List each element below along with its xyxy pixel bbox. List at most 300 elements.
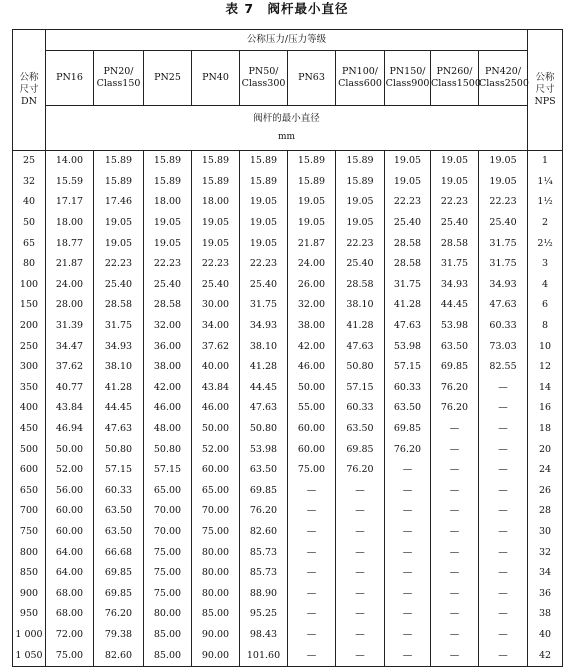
diameter-cell: — bbox=[479, 460, 528, 481]
diameter-cell: 22.23 bbox=[144, 254, 192, 275]
table-row bbox=[13, 439, 563, 460]
diameter-cell: 80.00 bbox=[192, 583, 240, 604]
nps-cell: 16 bbox=[528, 398, 563, 419]
diameter-cell: 28.58 bbox=[385, 233, 431, 254]
table-row bbox=[13, 295, 563, 316]
diameter-cell: 31.75 bbox=[385, 275, 431, 296]
diameter-cell: 65.00 bbox=[192, 481, 240, 502]
diameter-cell: 17.17 bbox=[46, 192, 94, 213]
diameter-cell: 15.59 bbox=[46, 172, 94, 193]
diameter-cell: — bbox=[479, 604, 528, 625]
diameter-cell: 18.00 bbox=[46, 213, 94, 234]
dn-cell: 40 bbox=[13, 192, 46, 213]
dn-cell: 65 bbox=[13, 233, 46, 254]
pressure-class-header: PN40 bbox=[192, 51, 240, 106]
diameter-cell: 34.00 bbox=[192, 316, 240, 337]
diameter-cell: — bbox=[431, 563, 479, 584]
diameter-cell: 85.73 bbox=[240, 563, 288, 584]
dn-cell: 750 bbox=[13, 522, 46, 543]
nps-cell: 8 bbox=[528, 316, 563, 337]
diameter-cell: — bbox=[336, 604, 385, 625]
diameter-cell: 15.89 bbox=[192, 172, 240, 193]
nps-cell: 14 bbox=[528, 378, 563, 399]
dn-cell: 900 bbox=[13, 583, 46, 604]
nps-cell: 10 bbox=[528, 336, 563, 357]
diameter-cell: 22.23 bbox=[240, 254, 288, 275]
diameter-cell: 15.89 bbox=[336, 172, 385, 193]
diameter-cell: — bbox=[288, 481, 336, 502]
diameter-cell: — bbox=[336, 563, 385, 584]
diameter-cell: 75.00 bbox=[144, 542, 192, 563]
diameter-cell: 65.00 bbox=[144, 481, 192, 502]
diameter-cell: 22.23 bbox=[385, 192, 431, 213]
diameter-cell: 43.84 bbox=[192, 378, 240, 399]
diameter-cell: 60.33 bbox=[479, 316, 528, 337]
diameter-cell: 47.63 bbox=[336, 336, 385, 357]
diameter-cell: 25.40 bbox=[479, 213, 528, 234]
diameter-cell: — bbox=[336, 481, 385, 502]
diameter-cell: 60.33 bbox=[385, 378, 431, 399]
diameter-cell: 19.05 bbox=[240, 233, 288, 254]
nps-cell: 28 bbox=[528, 501, 563, 522]
diameter-cell: 46.94 bbox=[46, 419, 94, 440]
diameter-cell: 38.10 bbox=[94, 357, 144, 378]
unit-label: mm bbox=[277, 132, 296, 142]
diameter-cell: 15.89 bbox=[94, 151, 144, 172]
table-body bbox=[13, 151, 563, 667]
nps-cell: 24 bbox=[528, 460, 563, 481]
diameter-cell: 70.00 bbox=[192, 501, 240, 522]
pressure-class-header: PN20/ Class150 bbox=[94, 51, 144, 106]
diameter-cell: 31.75 bbox=[94, 316, 144, 337]
diameter-cell: 38.10 bbox=[240, 336, 288, 357]
diameter-cell: 28.58 bbox=[94, 295, 144, 316]
diameter-cell: — bbox=[431, 583, 479, 604]
pressure-group-header: 公称压力/压力等级 bbox=[46, 30, 528, 51]
dn-cell: 500 bbox=[13, 439, 46, 460]
diameter-cell: 64.00 bbox=[46, 542, 94, 563]
diameter-cell: 88.90 bbox=[240, 583, 288, 604]
diameter-cell: — bbox=[431, 501, 479, 522]
nps-header bbox=[528, 30, 563, 151]
diameter-cell: 85.00 bbox=[144, 625, 192, 646]
diameter-cell: 15.89 bbox=[144, 172, 192, 193]
diameter-cell: 41.28 bbox=[240, 357, 288, 378]
diameter-cell: 50.80 bbox=[336, 357, 385, 378]
diameter-cell: 31.75 bbox=[479, 233, 528, 254]
diameter-cell: 63.50 bbox=[385, 398, 431, 419]
diameter-cell: — bbox=[479, 501, 528, 522]
diameter-cell: 19.05 bbox=[240, 192, 288, 213]
dn-cell: 850 bbox=[13, 563, 46, 584]
diameter-cell: — bbox=[431, 460, 479, 481]
diameter-cell: 52.00 bbox=[46, 460, 94, 481]
diameter-cell: 28.58 bbox=[336, 275, 385, 296]
diameter-cell: 24.00 bbox=[46, 275, 94, 296]
diameter-cell: — bbox=[336, 542, 385, 563]
diameter-cell: 15.89 bbox=[288, 151, 336, 172]
diameter-cell: — bbox=[431, 522, 479, 543]
diameter-cell: 43.84 bbox=[46, 398, 94, 419]
diameter-cell: 25.40 bbox=[385, 213, 431, 234]
diameter-cell: 69.85 bbox=[240, 481, 288, 502]
diameter-cell: 80.00 bbox=[192, 563, 240, 584]
diameter-cell: 21.87 bbox=[288, 233, 336, 254]
diameter-cell: 63.50 bbox=[240, 460, 288, 481]
diameter-cell: 22.23 bbox=[192, 254, 240, 275]
diameter-cell: — bbox=[385, 645, 431, 666]
diameter-cell: — bbox=[336, 625, 385, 646]
diameter-cell: — bbox=[479, 439, 528, 460]
nps-cell: 42 bbox=[528, 645, 563, 666]
dn-cell: 600 bbox=[13, 460, 46, 481]
diameter-cell: 19.05 bbox=[144, 233, 192, 254]
dn-cell: 950 bbox=[13, 604, 46, 625]
diameter-cell: 25.40 bbox=[94, 275, 144, 296]
table-row bbox=[13, 604, 563, 625]
table-title: 表 7 阀杆最小直径 bbox=[225, 1, 349, 16]
nps-cell: 38 bbox=[528, 604, 563, 625]
dn-cell: 350 bbox=[13, 378, 46, 399]
diameter-cell: 50.80 bbox=[240, 419, 288, 440]
diameter-cell: 37.62 bbox=[46, 357, 94, 378]
diameter-cell: 66.68 bbox=[94, 542, 144, 563]
diameter-cell: 50.00 bbox=[192, 419, 240, 440]
diameter-cell: 68.00 bbox=[46, 604, 94, 625]
diameter-cell: 41.28 bbox=[336, 316, 385, 337]
diameter-cell: 57.15 bbox=[144, 460, 192, 481]
diameter-cell: 21.87 bbox=[46, 254, 94, 275]
diameter-cell: 15.89 bbox=[240, 172, 288, 193]
diameter-cell: — bbox=[385, 522, 431, 543]
pressure-class-header: PN16 bbox=[46, 51, 94, 106]
diameter-cell: — bbox=[288, 583, 336, 604]
sub-caption: 阀杆的最小直径 bbox=[253, 113, 320, 124]
diameter-cell: 19.05 bbox=[385, 172, 431, 193]
diameter-cell: 68.00 bbox=[46, 583, 94, 604]
diameter-cell: 85.00 bbox=[192, 604, 240, 625]
dn-cell: 1 000 bbox=[13, 625, 46, 646]
table-row bbox=[13, 378, 563, 399]
dn-cell: 300 bbox=[13, 357, 46, 378]
diameter-cell: 31.75 bbox=[431, 254, 479, 275]
diameter-cell: 19.05 bbox=[479, 151, 528, 172]
diameter-cell: 19.05 bbox=[431, 172, 479, 193]
diameter-cell: 98.43 bbox=[240, 625, 288, 646]
diameter-cell: 101.60 bbox=[240, 645, 288, 666]
diameter-cell: 60.00 bbox=[192, 460, 240, 481]
diameter-cell: 38.10 bbox=[336, 295, 385, 316]
diameter-cell: 19.05 bbox=[431, 151, 479, 172]
pressure-class-header: PN150/ Class900 bbox=[385, 51, 431, 106]
diameter-cell: 19.05 bbox=[94, 213, 144, 234]
diameter-cell: — bbox=[336, 583, 385, 604]
diameter-cell: 75.00 bbox=[144, 583, 192, 604]
diameter-cell: 40.77 bbox=[46, 378, 94, 399]
diameter-cell: — bbox=[385, 563, 431, 584]
diameter-cell: 63.50 bbox=[94, 522, 144, 543]
nps-cell: 1½ bbox=[528, 192, 563, 213]
diameter-cell: 63.50 bbox=[94, 501, 144, 522]
diameter-cell: 15.89 bbox=[288, 172, 336, 193]
table-row bbox=[13, 583, 563, 604]
diameter-cell: 75.00 bbox=[46, 645, 94, 666]
diameter-cell: — bbox=[431, 439, 479, 460]
diameter-cell: — bbox=[288, 604, 336, 625]
diameter-cell: 18.00 bbox=[144, 192, 192, 213]
diameter-cell: 60.00 bbox=[288, 439, 336, 460]
dn-cell: 400 bbox=[13, 398, 46, 419]
diameter-cell: 85.73 bbox=[240, 542, 288, 563]
diameter-cell: 57.15 bbox=[336, 378, 385, 399]
diameter-cell: 18.77 bbox=[46, 233, 94, 254]
table-row bbox=[13, 151, 563, 172]
diameter-cell: 25.40 bbox=[336, 254, 385, 275]
diameter-cell: 80.00 bbox=[144, 604, 192, 625]
diameter-cell: 15.89 bbox=[336, 151, 385, 172]
diameter-cell: — bbox=[479, 398, 528, 419]
diameter-cell: 19.05 bbox=[479, 172, 528, 193]
diameter-cell: 28.58 bbox=[385, 254, 431, 275]
diameter-cell: — bbox=[336, 522, 385, 543]
diameter-cell: 26.00 bbox=[288, 275, 336, 296]
diameter-cell: — bbox=[336, 501, 385, 522]
diameter-cell: 63.50 bbox=[336, 419, 385, 440]
diameter-cell: — bbox=[336, 645, 385, 666]
pressure-class-header: PN50/ Class300 bbox=[240, 51, 288, 106]
diameter-cell: 50.80 bbox=[94, 439, 144, 460]
diameter-cell: 69.85 bbox=[336, 439, 385, 460]
diameter-cell: — bbox=[431, 419, 479, 440]
nps-cell: 12 bbox=[528, 357, 563, 378]
diameter-cell: — bbox=[479, 378, 528, 399]
diameter-cell: 14.00 bbox=[46, 151, 94, 172]
diameter-cell: 31.39 bbox=[46, 316, 94, 337]
diameter-cell: — bbox=[385, 583, 431, 604]
diameter-cell: 47.63 bbox=[240, 398, 288, 419]
diameter-cell: 69.85 bbox=[94, 563, 144, 584]
pressure-class-row bbox=[13, 51, 563, 106]
diameter-cell: — bbox=[288, 563, 336, 584]
nps-cell: 1 bbox=[528, 151, 563, 172]
diameter-cell: 70.00 bbox=[144, 501, 192, 522]
diameter-cell: 19.05 bbox=[192, 213, 240, 234]
diameter-cell: — bbox=[385, 625, 431, 646]
diameter-cell: 47.63 bbox=[94, 419, 144, 440]
diameter-cell: 60.00 bbox=[46, 501, 94, 522]
diameter-cell: 34.93 bbox=[240, 316, 288, 337]
diameter-cell: 28.58 bbox=[144, 295, 192, 316]
nps-cell: 34 bbox=[528, 563, 563, 584]
diameter-cell: 40.00 bbox=[192, 357, 240, 378]
diameter-cell: 57.15 bbox=[385, 357, 431, 378]
diameter-cell: 75.00 bbox=[192, 522, 240, 543]
diameter-cell: 25.40 bbox=[431, 213, 479, 234]
diameter-cell: — bbox=[479, 419, 528, 440]
diameter-cell: 17.46 bbox=[94, 192, 144, 213]
diameter-cell: — bbox=[431, 625, 479, 646]
diameter-cell: 19.05 bbox=[288, 213, 336, 234]
diameter-cell: 19.05 bbox=[144, 213, 192, 234]
dn-cell: 800 bbox=[13, 542, 46, 563]
nps-cell: 3 bbox=[528, 254, 563, 275]
dn-cell: 100 bbox=[13, 275, 46, 296]
diameter-cell: 15.89 bbox=[192, 151, 240, 172]
diameter-cell: 34.93 bbox=[94, 336, 144, 357]
diameter-cell: 80.00 bbox=[192, 542, 240, 563]
diameter-cell: 76.20 bbox=[94, 604, 144, 625]
diameter-cell: 46.00 bbox=[288, 357, 336, 378]
pressure-class-header: PN63 bbox=[288, 51, 336, 106]
diameter-cell: 50.00 bbox=[46, 439, 94, 460]
diameter-cell: 76.20 bbox=[431, 398, 479, 419]
table-row bbox=[13, 254, 563, 275]
table-row bbox=[13, 419, 563, 440]
diameter-cell: 60.00 bbox=[46, 522, 94, 543]
diameter-cell: 64.00 bbox=[46, 563, 94, 584]
diameter-cell: 38.00 bbox=[144, 357, 192, 378]
diameter-cell: 50.80 bbox=[144, 439, 192, 460]
table-row bbox=[13, 275, 563, 296]
table-row bbox=[13, 357, 563, 378]
diameter-cell: — bbox=[288, 501, 336, 522]
dn-cell: 25 bbox=[13, 151, 46, 172]
diameter-cell: 25.40 bbox=[144, 275, 192, 296]
diameter-cell: — bbox=[431, 542, 479, 563]
dn-cell: 250 bbox=[13, 336, 46, 357]
diameter-cell: 18.00 bbox=[192, 192, 240, 213]
diameter-cell: 25.40 bbox=[192, 275, 240, 296]
sub-caption-cell bbox=[46, 106, 528, 151]
diameter-cell: — bbox=[288, 625, 336, 646]
diameter-cell: 95.25 bbox=[240, 604, 288, 625]
pressure-class-header: PN25 bbox=[144, 51, 192, 106]
diameter-cell: — bbox=[385, 460, 431, 481]
nps-header-label: 公称 尺寸 NPS bbox=[534, 72, 556, 107]
pressure-class-header: PN100/ Class600 bbox=[336, 51, 385, 106]
diameter-cell: 15.89 bbox=[94, 172, 144, 193]
nps-cell: 2½ bbox=[528, 233, 563, 254]
diameter-cell: 44.45 bbox=[431, 295, 479, 316]
diameter-cell: 15.89 bbox=[144, 151, 192, 172]
table-row bbox=[13, 192, 563, 213]
table-row bbox=[13, 233, 563, 254]
diameter-cell: 46.00 bbox=[192, 398, 240, 419]
nps-cell: 36 bbox=[528, 583, 563, 604]
diameter-cell: — bbox=[431, 604, 479, 625]
diameter-cell: 50.00 bbox=[288, 378, 336, 399]
table-row bbox=[13, 501, 563, 522]
nps-cell: 18 bbox=[528, 419, 563, 440]
nps-cell: 20 bbox=[528, 439, 563, 460]
diameter-cell: — bbox=[431, 645, 479, 666]
diameter-cell: 46.00 bbox=[144, 398, 192, 419]
diameter-cell: — bbox=[479, 563, 528, 584]
diameter-cell: — bbox=[479, 542, 528, 563]
table-row bbox=[13, 213, 563, 234]
diameter-cell: 44.45 bbox=[94, 398, 144, 419]
dn-cell: 80 bbox=[13, 254, 46, 275]
diameter-cell: 63.50 bbox=[431, 336, 479, 357]
diameter-cell: 41.28 bbox=[94, 378, 144, 399]
diameter-cell: 53.98 bbox=[385, 336, 431, 357]
nps-cell: 1¼ bbox=[528, 172, 563, 193]
diameter-cell: 28.58 bbox=[431, 233, 479, 254]
table-row bbox=[13, 522, 563, 543]
diameter-cell: 90.00 bbox=[192, 645, 240, 666]
diameter-cell: 69.85 bbox=[385, 419, 431, 440]
diameter-cell: — bbox=[385, 604, 431, 625]
pressure-class-header: PN260/ Class1500 bbox=[431, 51, 479, 106]
diameter-cell: 73.03 bbox=[479, 336, 528, 357]
nps-cell: 2 bbox=[528, 213, 563, 234]
diameter-cell: 22.23 bbox=[336, 233, 385, 254]
diameter-cell: 34.47 bbox=[46, 336, 94, 357]
diameter-cell: 76.20 bbox=[240, 501, 288, 522]
nps-cell: 32 bbox=[528, 542, 563, 563]
dn-cell: 200 bbox=[13, 316, 46, 337]
diameter-cell: 75.00 bbox=[288, 460, 336, 481]
diameter-cell: 19.05 bbox=[385, 151, 431, 172]
diameter-cell: 53.98 bbox=[431, 316, 479, 337]
diameter-cell: 31.75 bbox=[240, 295, 288, 316]
table-row bbox=[13, 542, 563, 563]
diameter-cell: — bbox=[479, 522, 528, 543]
diameter-cell: 15.89 bbox=[240, 151, 288, 172]
diameter-cell: 32.00 bbox=[288, 295, 336, 316]
diameter-cell: 22.23 bbox=[94, 254, 144, 275]
dn-cell: 1 050 bbox=[13, 645, 46, 666]
diameter-cell: 36.00 bbox=[144, 336, 192, 357]
diameter-cell: 22.23 bbox=[479, 192, 528, 213]
dn-cell: 650 bbox=[13, 481, 46, 502]
diameter-cell: — bbox=[385, 501, 431, 522]
dn-header bbox=[13, 30, 46, 151]
diameter-cell: — bbox=[288, 522, 336, 543]
diameter-cell: 34.93 bbox=[479, 275, 528, 296]
diameter-cell: 31.75 bbox=[479, 254, 528, 275]
diameter-cell: 24.00 bbox=[288, 254, 336, 275]
table-row bbox=[13, 316, 563, 337]
nps-cell: 6 bbox=[528, 295, 563, 316]
dn-cell: 50 bbox=[13, 213, 46, 234]
diameter-cell: 47.63 bbox=[479, 295, 528, 316]
table-row bbox=[13, 563, 563, 584]
stem-diameter-table bbox=[12, 29, 563, 667]
diameter-cell: 19.05 bbox=[240, 213, 288, 234]
dn-cell: 700 bbox=[13, 501, 46, 522]
diameter-cell: 60.33 bbox=[94, 481, 144, 502]
nps-cell: 26 bbox=[528, 481, 563, 502]
diameter-cell: 48.00 bbox=[144, 419, 192, 440]
diameter-cell: 47.63 bbox=[385, 316, 431, 337]
table-row bbox=[13, 460, 563, 481]
dn-cell: 150 bbox=[13, 295, 46, 316]
diameter-cell: 76.20 bbox=[336, 460, 385, 481]
diameter-cell: 53.98 bbox=[240, 439, 288, 460]
diameter-cell: 22.23 bbox=[431, 192, 479, 213]
dn-cell: 32 bbox=[13, 172, 46, 193]
diameter-cell: 37.62 bbox=[192, 336, 240, 357]
diameter-cell: 42.00 bbox=[144, 378, 192, 399]
diameter-cell: 56.00 bbox=[46, 481, 94, 502]
diameter-cell: 90.00 bbox=[192, 625, 240, 646]
diameter-cell: 34.93 bbox=[431, 275, 479, 296]
table-row bbox=[13, 645, 563, 666]
diameter-cell: — bbox=[479, 625, 528, 646]
diameter-cell: — bbox=[431, 481, 479, 502]
diameter-cell: 19.05 bbox=[336, 192, 385, 213]
